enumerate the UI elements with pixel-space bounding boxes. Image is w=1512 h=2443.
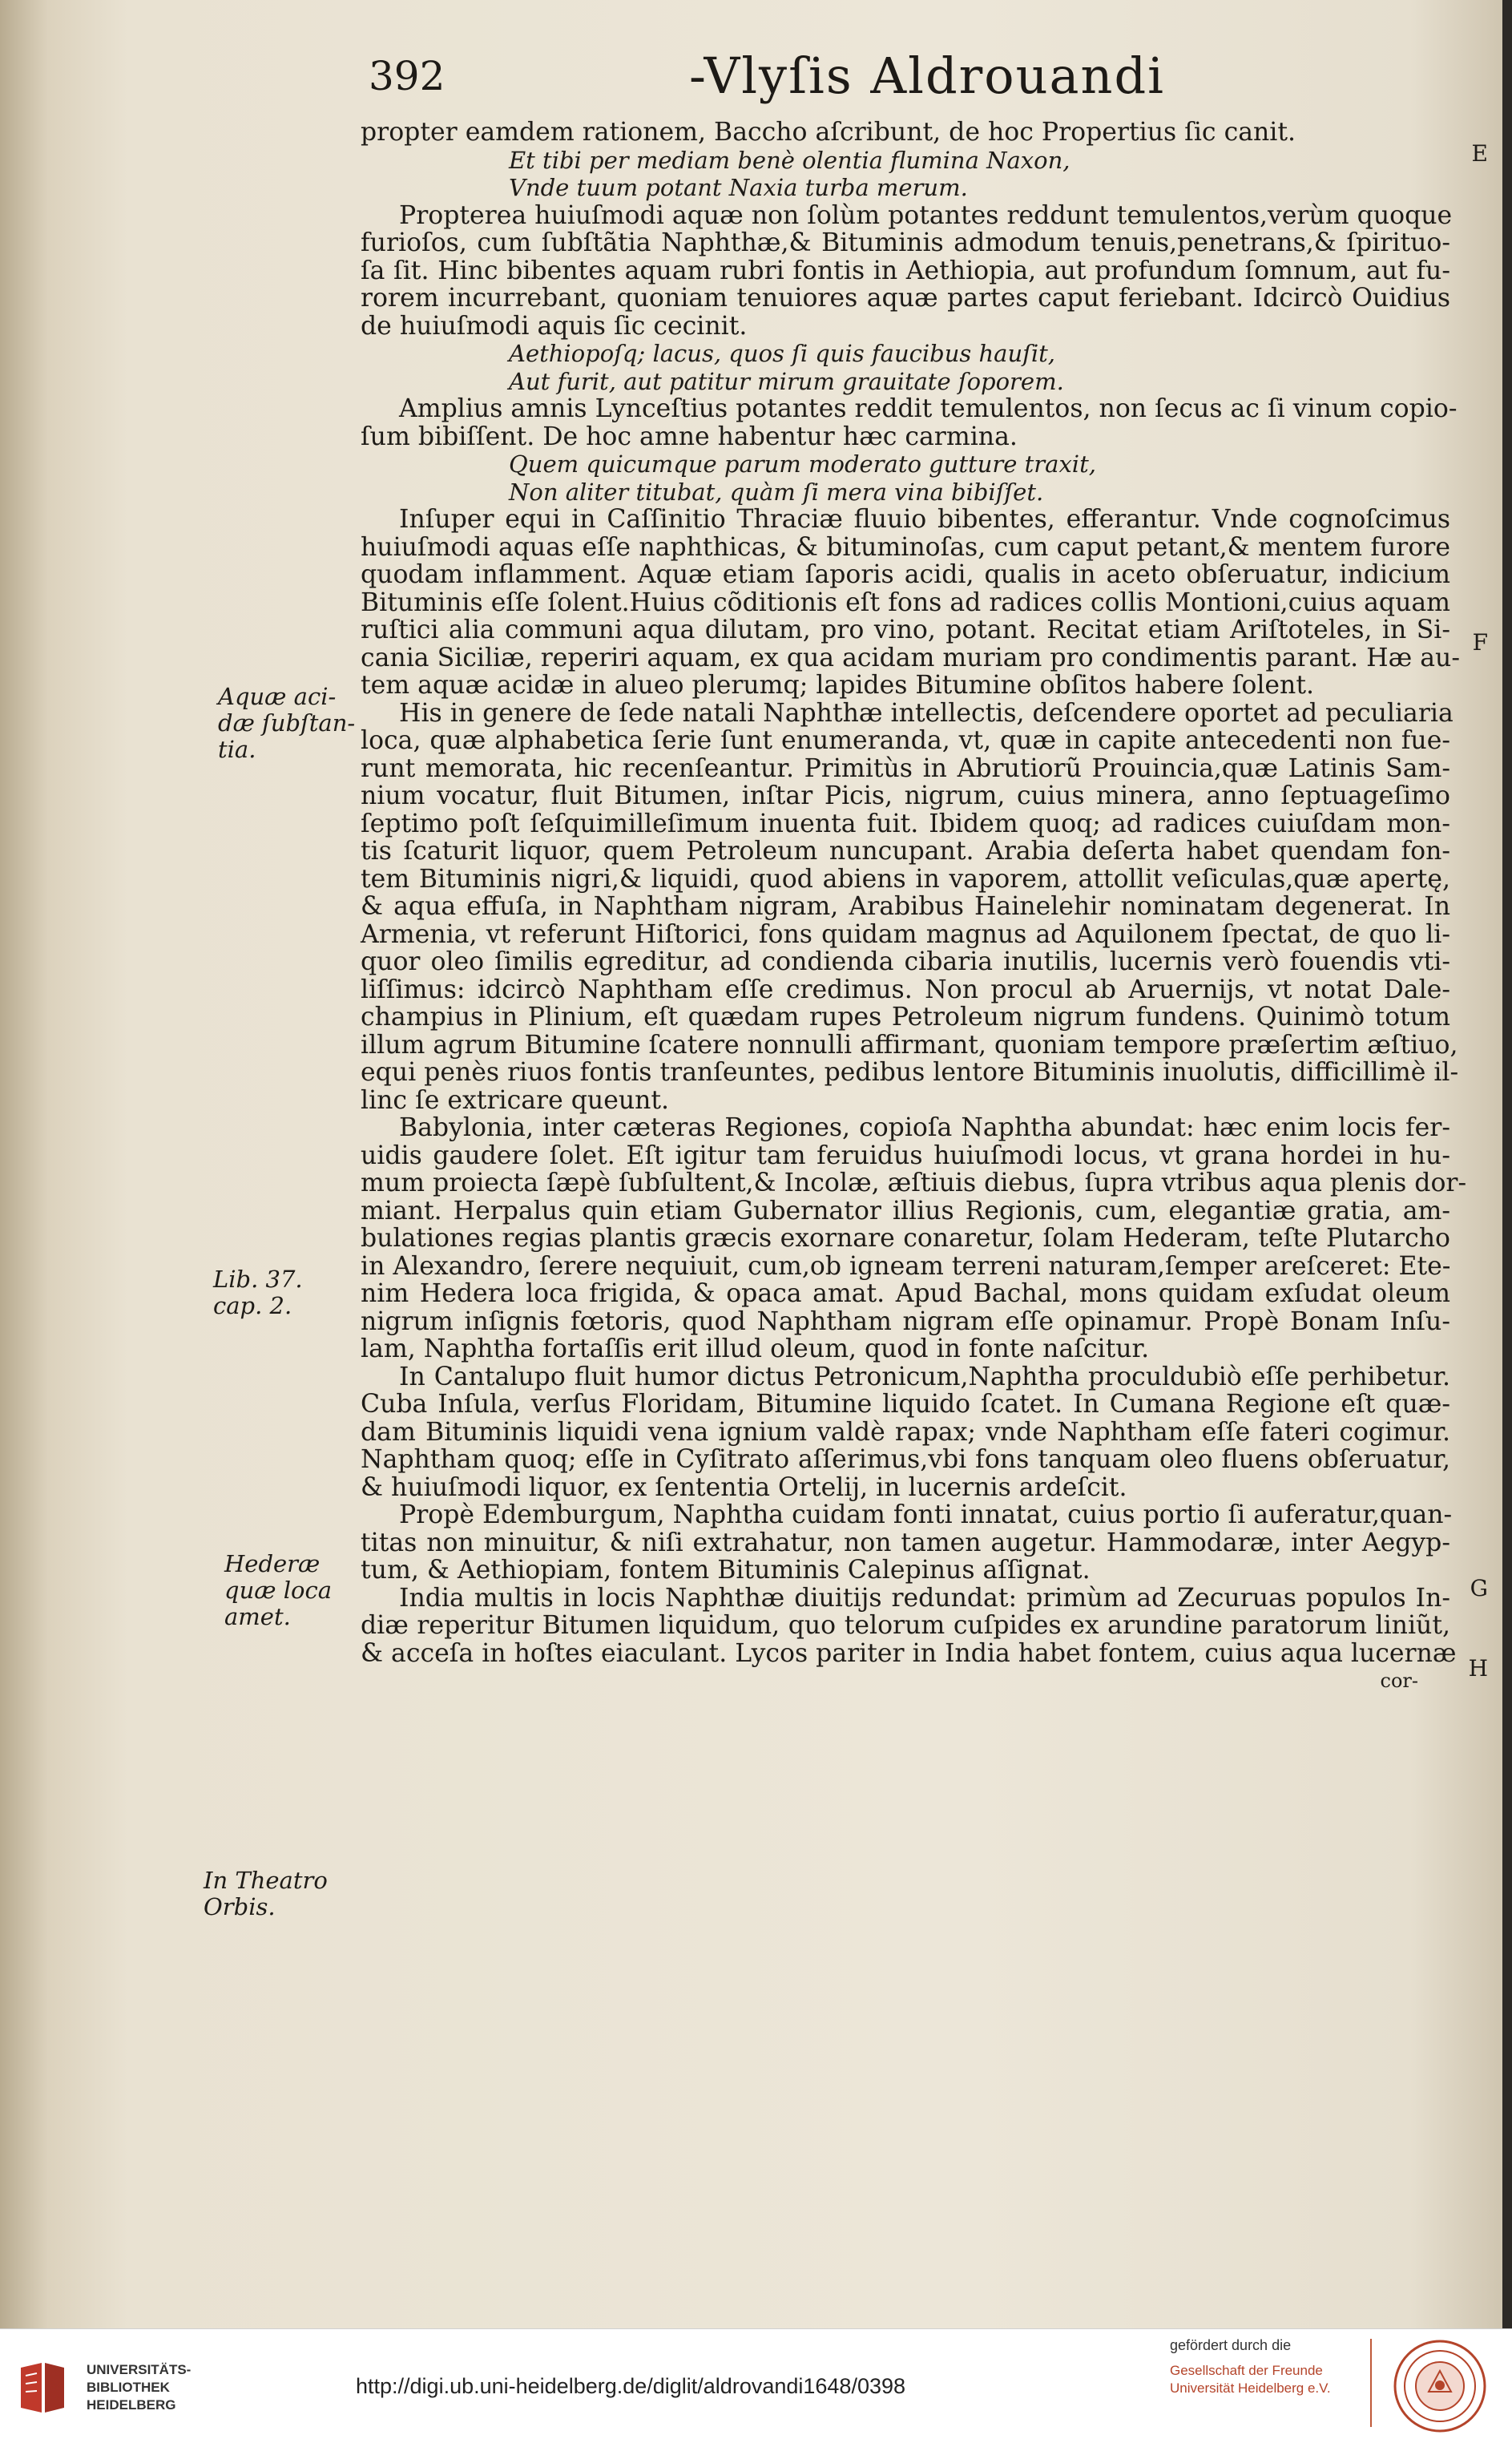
text-line: nium vocatur, fluit Bitumen, inſtar Picis, nigrum, cuius minera, anno ſeptuageſimo: [361, 781, 1450, 810]
text-line: cania Siciliæ, reperiri aquam, ex qua acidam muriam pro condimentis parant. Hæ au-: [361, 643, 1460, 672]
text-line: bulationes regias plantis græcis exornare conaretur, ſolam Hederam, teſte Plutarcho: [361, 1224, 1450, 1253]
margin-note: [224, 1551, 332, 1630]
margin-note-line: Lib. 37.: [213, 1266, 303, 1293]
text-line: Cuba Inſula, verſus Floridam, Bitumine liquido ſcatet. In Cumana Regione eſt quæ-: [361, 1390, 1450, 1419]
text-line: His in genere de ſede natali Naphthæ intellectis, deſcendere oportet ad peculiaria: [399, 698, 1454, 728]
text-line: ruſtici alia communi aqua dilutam, pro vino, potant. Recitat etiam Ariſtoteles, in Si-: [361, 616, 1450, 644]
text-line: India multis in locis Naphthæ diuitijs redundat: primùm ad Zecuruas populos In-: [399, 1583, 1450, 1613]
text-line: In Cantalupo fluit humor dictus Petronicum,Naphtha proculdubiò eſſe perhibetur.: [399, 1362, 1450, 1391]
page-number: 392: [369, 53, 446, 99]
text-line: Bituminis eſſe ſolent.Huius cõditionis eſt fons ad radices collis Montioni,cuius aquam: [361, 588, 1450, 617]
margin-note: [213, 1266, 303, 1319]
text-line: & aqua effuſa, in Naphtham nigram, Arabibus Hainelehir nominatam degenerat. In: [361, 892, 1450, 921]
university-seal-icon: [1393, 2339, 1487, 2433]
page-edge-shadow: [1502, 0, 1512, 2328]
text-line: quor oleo ſimilis egreditur, ad condienda cibaria inutilis, lucernis verò fouendis vti-: [361, 947, 1450, 976]
text-line: miant. Herpalus quin etiam Gubernator illius Regionis, cum, elegantiæ gratia, am-: [361, 1196, 1450, 1226]
text-line: huiuſmodi aquas eſſe naphthicas, & bituminoſas, cum caput petant,& mentem furore: [361, 532, 1450, 562]
text-line: equi penès riuos fontis tranſeuntes, pedibus lentore Bituminis inuolutis, difficillimè il-: [361, 1058, 1459, 1087]
text-line: quodam inflamment. Aquæ etiam ſaporis acidi, qualis in aceto obſeruatur, indicium: [361, 560, 1450, 589]
text-line: ſum bibiſſent. De hoc amne habentur hæc carmina.: [361, 422, 1018, 451]
section-marker-letter: E: [1471, 140, 1488, 167]
footer-divider: [1370, 2339, 1372, 2427]
text-line: Inſuper equi in Caſſinitio Thraciæ fluuio bibentes, efferantur. Vnde cognoſcimus: [399, 505, 1450, 534]
verse-line: Quem quicumque parum moderato gutture traxit,: [509, 450, 1096, 478]
section-marker-letter: H: [1468, 1655, 1488, 1682]
library-line: HEIDELBERG: [87, 2397, 176, 2413]
text-line: champius in Plinium, eſt quædam rupes Petroleum nigrum fundens. Quinimò totum: [361, 1003, 1450, 1032]
margin-note-line: In Theatro: [204, 1867, 328, 1894]
viewer-footer: [0, 2328, 1512, 2443]
text-line: runt memorata, hic recenſeantur. Primitùs in Abrutiorũ Prouincia,quæ Latinis Sam-: [361, 753, 1450, 783]
sponsor-line: Gesellschaft der Freunde: [1170, 2363, 1323, 2378]
text-line: titas non minuitur, & niſi extrahatur, non tamen augetur. Hammodaræ, inter Aegyp-: [361, 1528, 1450, 1557]
text-line: Armenia, vt referunt Hiſtorici, fons quidam magnus ad Aquilonem ſpectat, de quo li-: [361, 919, 1450, 949]
text-line: dam Bituminis liquidi vena ignium valdè rapax; vnde Naphtham eſſe fateri cogimur.: [361, 1417, 1450, 1447]
text-line: & huiuſmodi liquor, ex ſententia Ortelij, in lucernis ardeſcit.: [361, 1472, 1127, 1502]
margin-note-line: amet.: [224, 1603, 291, 1630]
text-line: & acceſa in hoſtes eiaculant. Lycos pariter in India habet fontem, cuius aqua lucernæ: [361, 1638, 1457, 1668]
text-line: Naphtham quoq; eſſe in Cyſitrato aſſerimus,vbi fons tanquam oleo fluens obſeruatur,: [361, 1445, 1450, 1474]
verse-line: Aut furit, aut patitur mirum grauitate ſoporem.: [509, 367, 1064, 395]
text-line: tem Bituminis nigri,& liquidi, quod abiens in vaporem, attollit veſiculas,quæ apertę,: [361, 864, 1450, 894]
text-line: in Alexandro, ſerere nequiuit, cum,ob igneam terreni naturam,ſemper areſceret: Ete-: [361, 1251, 1451, 1281]
university-library-name: [87, 2361, 191, 2414]
sponsor-line: Universität Heidelberg e.V.: [1170, 2380, 1331, 2396]
margin-note-line: tia.: [218, 736, 256, 763]
text-line: illum agrum Bitumine ſcatere nonnulli affirmant, quoniam tempore præſertim æſtiuo,: [361, 1030, 1458, 1060]
margin-note-line: Orbis.: [204, 1893, 276, 1920]
university-library-logo-icon: [14, 2360, 71, 2416]
text-line: loca, quæ alphabetica ſerie ſunt enumeranda, vt, quæ in capite antecedenti non fue-: [361, 726, 1450, 755]
sponsor-block: [1170, 2337, 1378, 2397]
verse-line: Vnde tuum potant Naxia turba merum.: [509, 174, 968, 201]
text-line: uidis gaudere ſolet. Eſt igitur tam feruidus huiuſmodi locus, vt grana hordei in hu-: [361, 1141, 1450, 1170]
text-line: nigrum inſignis fœtoris, quod Naphtham nigram eſſe opinamur. Propè Bonam Inſu-: [361, 1306, 1450, 1336]
text-line: Babylonia, inter cæteras Regiones, copioſa Naphtha abundat: hæc enim locis fer-: [399, 1113, 1450, 1142]
text-line: diæ reperitur Bitumen liquidum, quo telorum cuſpides ex arundine paratorum liniũt,: [361, 1611, 1450, 1640]
text-line: tum, & Aethiopiam, fontem Bituminis Calepinus aſſignat.: [361, 1556, 1091, 1585]
text-body: [361, 118, 1467, 1695]
catchword: cor-: [1380, 1670, 1418, 1692]
text-line: furioſos, cum ſubſtãtia Naphthæ,& Bituminis admodum tenuis,penetrans,& ſpirituo-: [361, 228, 1450, 257]
section-marker-letter: G: [1470, 1575, 1488, 1601]
text-line: linc ſe extricare queunt.: [361, 1085, 670, 1115]
margin-note-line: Aquæ aci-: [218, 683, 337, 710]
library-line: BIBLIOTHEK: [87, 2380, 170, 2395]
verse-line: Non aliter titubat, quàm ſi mera vina bibiſſet.: [509, 478, 1044, 506]
text-line: liſſimus: idcircò Naphtham eſſe credimus. Non procul ab Aruernijs, vt notat Dale-: [361, 975, 1450, 1004]
funded-by-label: gefördert durch die: [1170, 2337, 1292, 2353]
text-line: de huiuſmodi aquis ſic cecinit.: [361, 311, 748, 341]
text-line: Amplius amnis Lynceſtius potantes reddit temulentos, non ſecus ac ſi vinum copio-: [399, 394, 1458, 423]
text-line: propter eamdem rationem, Baccho aſcribunt, de hoc Propertius ſic canit.: [361, 118, 1296, 147]
margin-note-line: quæ loca: [224, 1577, 332, 1604]
text-line: tis ſcaturit liquor, quem Petroleum nuncupant. Arabia deſerta habet quendam fon-: [361, 837, 1450, 866]
running-title: -Vlyſis Aldrouandi: [689, 46, 1165, 105]
sponsor-name: [1170, 2362, 1378, 2397]
margin-note-line: cap. 2.: [213, 1292, 292, 1319]
section-marker-letter: F: [1472, 629, 1488, 656]
page-header: [369, 46, 1458, 111]
text-line: rorem incurrebant, quoniam tenuiores aquæ partes caput feriebant. Idcircò Ouidius: [361, 284, 1450, 313]
text-line: Propè Edemburgum, Naphtha cuidam fonti innatat, cuius portio ſi auferatur,quan-: [399, 1500, 1453, 1529]
text-line: ſeptimo poſt ſeſquimilleſimum inuenta fuit. Ibidem quoq; ad radices cuiuſdam mon-: [361, 809, 1450, 838]
text-line: ſa ſit. Hinc bibentes aquam rubri fontis in Aethiopia, aut profundum ſomnum, aut fu-: [361, 256, 1450, 285]
text-line: tem aquæ acidæ in alueo plerumq; lapides Bitumine obſitos habere ſolent.: [361, 671, 1315, 700]
text-line: nim Hedera loca frigida, & opaca amat. Apud Bachal, mons quidam exſudat oleum: [361, 1279, 1450, 1308]
permalink-url[interactable]: http://digi.ub.uni-heidelberg.de/diglit/aldrovandi1648/0398: [356, 2374, 906, 2398]
margin-note: [218, 684, 355, 763]
margin-note: [204, 1868, 328, 1920]
text-line: lam, Naphtha fortaſſis erit illud oleum, quod in fonte naſcitur.: [361, 1335, 1150, 1363]
margin-note-line: dæ ſubſtan-: [218, 709, 356, 737]
text-line: mum proiecta ſæpè ſubſultent,& Incolæ, æſtiuis diebus, ſupra vtribus aqua plenis dor-: [361, 1169, 1467, 1197]
verse-line: Aethiopoſq; lacus, quos ſi quis faucibus hauſit,: [509, 340, 1056, 367]
text-line: Propterea huiuſmodi aquæ non ſolùm potantes reddunt temulentos,verùm quoque: [399, 200, 1453, 230]
verse-line: Et tibi per mediam benè olentia flumina Naxon,: [509, 146, 1070, 174]
margin-note-line: Hederæ: [224, 1550, 321, 1577]
library-line: UNIVERSITÄTS-: [87, 2362, 192, 2377]
